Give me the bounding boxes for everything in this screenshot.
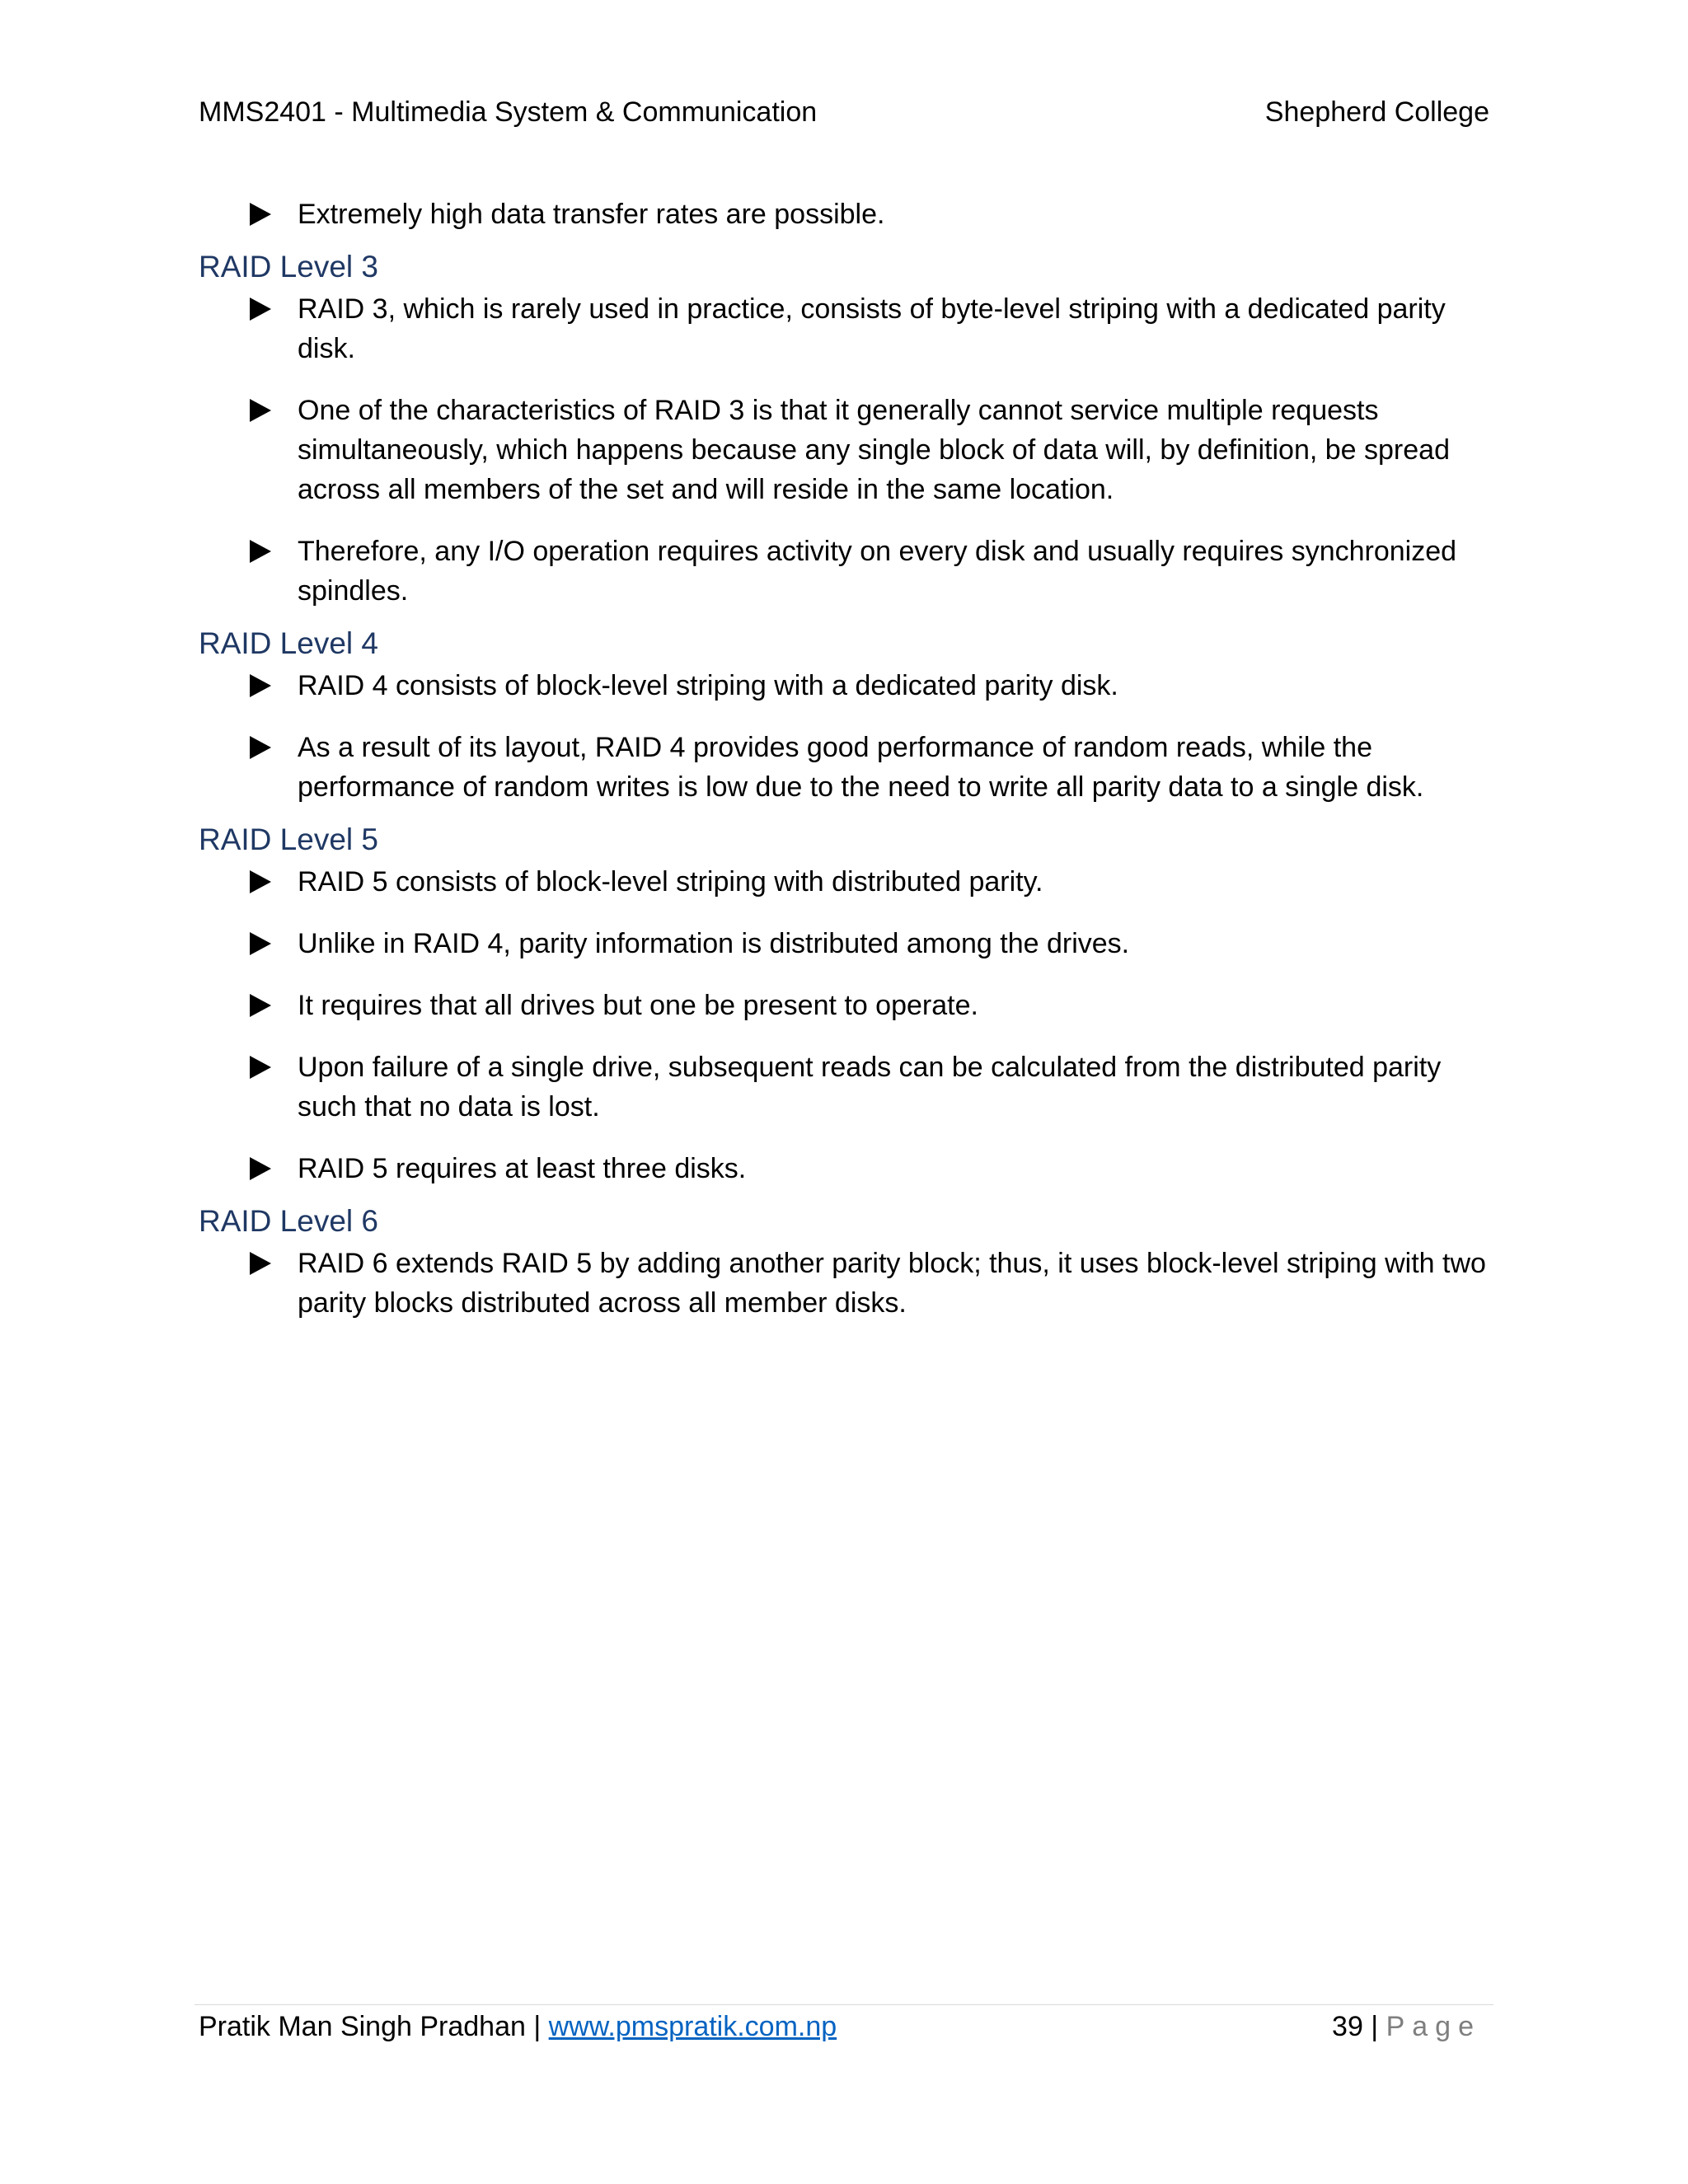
- intro-bullet-list: [199, 194, 1493, 234]
- page-footer: [199, 2011, 1489, 2052]
- section-raid-5: [199, 819, 1493, 1188]
- section-heading: RAID Level 3: [199, 250, 378, 284]
- page-separator: |: [1362, 2011, 1386, 2042]
- right-triangle-arrow-icon: [250, 298, 271, 321]
- bullet-list: [199, 666, 1493, 807]
- list-item: RAID 5 consists of block-level striping with distributed parity.: [199, 862, 1493, 902]
- list-item: RAID 3, which is rarely used in practice, consists of byte-level striping with a dedicated parity disk.: [199, 289, 1493, 368]
- page-header: [199, 96, 1489, 138]
- right-triangle-arrow-icon: [250, 994, 271, 1017]
- section-raid-4: [199, 623, 1493, 807]
- page-number: 39: [1332, 2011, 1363, 2042]
- footer-author: [199, 2011, 837, 2043]
- author-name: Pratik Man Singh Pradhan |: [199, 2011, 549, 2042]
- right-triangle-arrow-icon: [250, 1056, 271, 1079]
- section-raid-3: [199, 246, 1493, 611]
- list-item: Unlike in RAID 4, parity information is distributed among the drives.: [199, 924, 1493, 963]
- right-triangle-arrow-icon: [250, 203, 271, 226]
- right-triangle-arrow-icon: [250, 399, 271, 422]
- right-triangle-arrow-icon: [250, 870, 271, 893]
- bullet-list: [199, 862, 1493, 1188]
- list-item: RAID 5 requires at least three disks.: [199, 1149, 1493, 1188]
- right-triangle-arrow-icon: [250, 932, 271, 955]
- section-heading: RAID Level 4: [199, 626, 378, 660]
- right-triangle-arrow-icon: [250, 540, 271, 563]
- list-item: One of the characteristics of RAID 3 is that it generally cannot service multiple requests simultaneously, which happens because any single block of data will, by definition, be spread across all members of the set and will reside in the same location.: [199, 391, 1493, 509]
- list-item: RAID 4 consists of block-level striping with a dedicated parity disk.: [199, 666, 1493, 705]
- bullet-list: [199, 289, 1493, 611]
- website-link[interactable]: www.pmspratik.com.np: [548, 2011, 837, 2042]
- list-item: Extremely high data transfer rates are possible.: [199, 194, 1493, 234]
- section-heading: RAID Level 5: [199, 823, 378, 856]
- page-content: [199, 194, 1493, 1323]
- course-title: MMS2401 - Multimedia System & Communication: [199, 96, 818, 128]
- page-indicator: [1332, 2011, 1481, 2043]
- list-item: RAID 6 extends RAID 5 by adding another parity block; thus, it uses block-level striping with two parity blocks distributed across all member disks.: [199, 1244, 1493, 1323]
- right-triangle-arrow-icon: [250, 736, 271, 759]
- footer-divider: [195, 2004, 1493, 2005]
- bullet-list: [199, 1244, 1493, 1323]
- page-label: Page: [1386, 2011, 1481, 2042]
- list-item: Therefore, any I/O operation requires activity on every disk and usually requires synchronized spindles.: [199, 532, 1493, 611]
- right-triangle-arrow-icon: [250, 1252, 271, 1275]
- college-name: Shepherd College: [1264, 96, 1489, 128]
- right-triangle-arrow-icon: [250, 1157, 271, 1180]
- right-triangle-arrow-icon: [250, 674, 271, 697]
- list-item: As a result of its layout, RAID 4 provides good performance of random reads, while the performance of random writes is low due to the need to write all parity data to a single disk.: [199, 728, 1493, 807]
- section-heading: RAID Level 6: [199, 1204, 378, 1238]
- section-raid-6: [199, 1201, 1493, 1323]
- list-item: Upon failure of a single drive, subsequent reads can be calculated from the distributed parity such that no data is lost.: [199, 1047, 1493, 1127]
- list-item: It requires that all drives but one be present to operate.: [199, 986, 1493, 1025]
